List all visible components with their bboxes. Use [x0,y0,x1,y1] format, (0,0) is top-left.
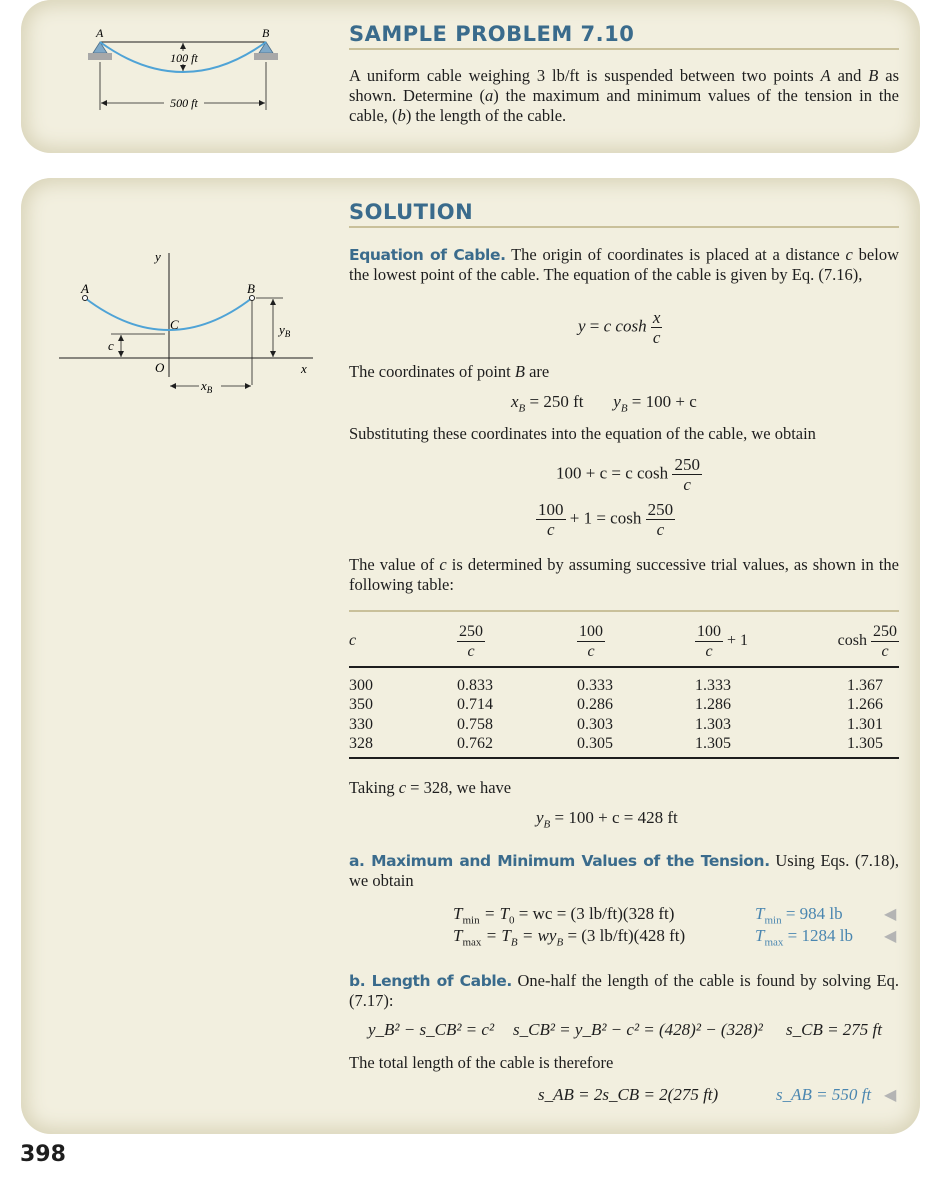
tmax-equation: $T_{max} = T_B = wy_B = (3$ lb/ft)(428 ft) [453,926,686,949]
length-equation-1: y_B² − s_CB² = c² [368,1020,495,1039]
total-length-text: The total length of the cable is therefore [349,1053,614,1072]
yb-dim-label: $y_B$ [279,322,291,339]
header-c: c [349,632,357,649]
support-b-icon [254,42,278,60]
problem-figure [80,26,290,116]
solution-title: SOLUTION [349,200,899,228]
table-row: 330 0.758 0.303 1.303 1.301 [349,716,883,733]
total-length-equation: s_AB = 2s_CB = 2(275 ft) [538,1085,719,1104]
substitution-equation-1: 100 + c = c cosh $\frac{250}{c}$ [556,455,700,494]
table-row: 350 0.714 0.286 1.286 1.266 [349,696,883,713]
eq-cable-heading: Equation of Cable. [349,246,506,264]
page-number: 398 [20,1142,66,1167]
part-a-paragraph: a. Maximum and Minimum Values of the Tension. Using Eqs. (7.18), we obtain [349,851,899,890]
substitution-equation-2: $\frac{100}{c}$ + 1 = cosh $\frac{250}{c}$ [538,500,674,539]
yb-equation: $y_B = 100 + c = 428$ ft [536,808,678,831]
trial-text: The value of c is determined by assuming successive trial values, as shown in the following table: [349,555,899,594]
problem-title: SAMPLE PROBLEM 7.10 [349,22,899,50]
total-length-answer: s_AB = 550 ft [776,1085,872,1104]
origin-label: O [155,360,165,375]
table-row: 328 0.762 0.305 1.305 1.305 [349,735,883,752]
support-a-icon [88,42,112,60]
trial-values-table [349,610,899,759]
figure-label-a: A [96,26,104,40]
point-a-label: A [81,281,89,296]
table-header-row [349,611,899,667]
taking-text: Taking c = 328, we have [349,778,512,797]
header-cosh: cosh $\frac{250}{c}$ [837,622,897,660]
sag-label: 100 ft [170,51,198,65]
tmin-answer: $T_{min} = 984$ lb [755,904,843,927]
part-b-heading: b. Length of Cable. [349,972,512,990]
tmax-answer: $T_{max} = 1284$ lb [755,926,853,949]
point-c-label: C [170,317,179,332]
part-b-paragraph: b. Length of Cable. One-half the length of the cable is found by solving Eq. (7.17): [349,971,899,1010]
x-axis-label: x [301,361,307,376]
answer-marker-icon: ◀ [884,928,897,945]
part-a-heading: a. Maximum and Minimum Values of the Tension. [349,852,770,870]
y-axis-label: y [155,249,161,264]
eq-cable-paragraph: Equation of Cable. The origin of coordinates is placed at a distance c below the lowest point of the cable. The equation of the cable is given by Eq. (7.16), [349,245,900,284]
table-row: 300 0.833 0.333 1.333 1.367 [349,676,883,694]
header-250-over-c: $\frac{250}{c}$ [459,622,483,660]
length-equation-2: s_CB² = y_B² − c² = (428)² − (328)² [513,1020,763,1039]
c-dim-label: c [108,338,114,353]
answer-marker-icon: ◀ [884,1087,897,1104]
solution-figure [55,245,325,405]
tmin-equation: $T_{min} = T_0$ = wc = (3 lb/ft)(328 ft) [453,904,675,927]
xb-dim-label: $x_B$ [201,378,213,395]
length-equation-3: s_CB = 275 ft [786,1020,883,1039]
cable-equation: y = c cosh $\frac{x}{c}$ [578,308,661,347]
coordinates-equation: $x_B = 250$ ft $y_B = 100 + c$ [511,392,697,415]
answer-marker-icon: ◀ [884,906,897,923]
span-label: 500 ft [170,96,198,110]
coords-intro: The coordinates of point B are [349,362,550,381]
substitution-text: Substituting these coordinates into the equation of the cable, we obtain [349,424,816,443]
point-b-label: B [247,281,255,296]
header-100-over-c: $\frac{100}{c}$ [579,622,603,660]
figure-label-b: B [262,26,270,40]
problem-statement: A uniform cable weighing 3 lb/ft is suspended between two points A and B as shown. Determine (a) the maximum and minimum values of the tension in the cable, (b) the length of the cable. [349,66,899,125]
header-100-over-c-plus-1: $\frac{100}{c}$ + 1 [697,622,749,660]
